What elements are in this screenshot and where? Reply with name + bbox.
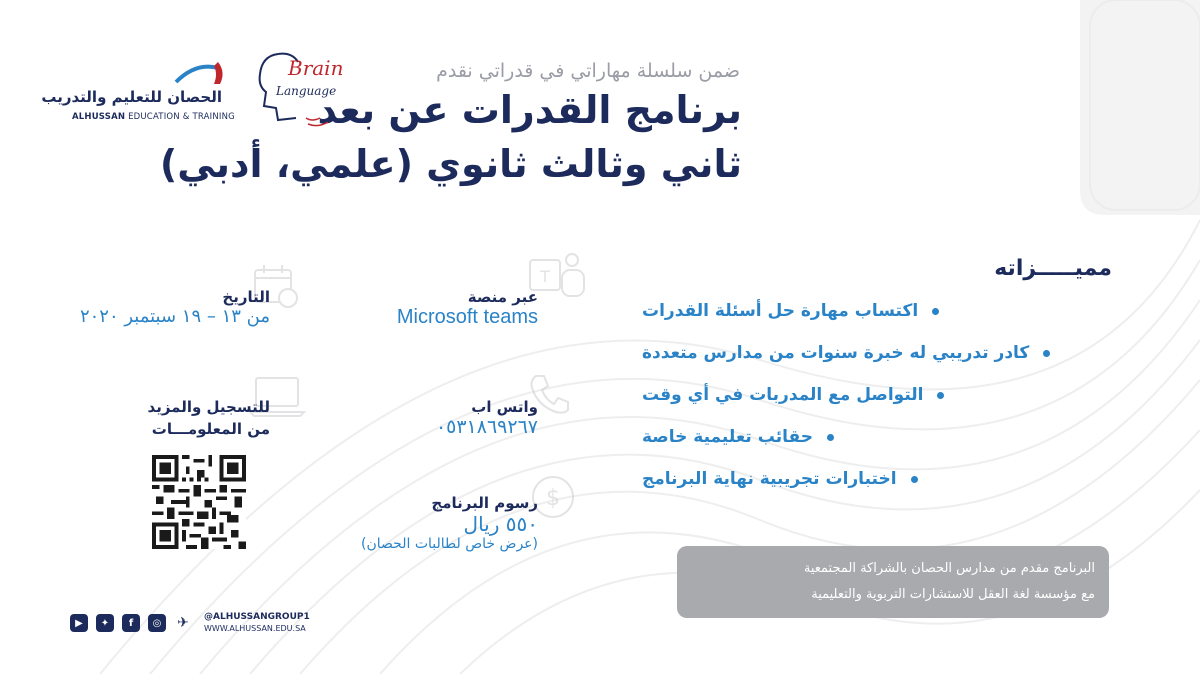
brain-language-logo xyxy=(248,48,344,128)
instagram-icon[interactable]: ◎ xyxy=(148,614,166,632)
whatsapp-number[interactable]: ٠٥٣١٨٦٩٢٦٧ xyxy=(435,416,538,438)
registration-qr-code[interactable] xyxy=(152,455,246,549)
list-item: التواصل مع المدربات في أي وقت xyxy=(642,374,1112,416)
brain-logo-sub: Language xyxy=(276,84,337,98)
alhussan-logo xyxy=(41,58,235,126)
platform-value: Microsoft teams xyxy=(396,306,538,328)
fees-label: رسوم البرنامج xyxy=(431,494,538,512)
list-item: اختبارات تجريبية نهاية البرنامج xyxy=(642,458,1112,500)
fees-note: (عرض خاص لطالبات الحصان) xyxy=(361,536,538,552)
snapchat-icon[interactable]: ✦ xyxy=(96,614,114,632)
partnership-note xyxy=(677,546,1109,618)
bullet-icon xyxy=(932,308,939,315)
facebook-icon[interactable]: f xyxy=(122,614,140,632)
svg-text:$: $ xyxy=(546,486,560,511)
social-handles xyxy=(204,612,310,634)
fees-value: ٥٥٠ ريال xyxy=(463,512,538,536)
bullet-icon xyxy=(827,434,834,441)
social-bar xyxy=(70,612,310,634)
date-label: التاريخ xyxy=(222,288,270,306)
partnership-line1: البرنامج مقدم من مدارس الحصان بالشراكة المجتمعية xyxy=(803,561,1095,576)
features-heading: مميـــــزاته xyxy=(994,256,1112,281)
date-block xyxy=(40,288,270,327)
platform-block xyxy=(308,288,538,329)
bullet-icon xyxy=(1043,350,1050,357)
list-item: حقائب تعليمية خاصة xyxy=(642,416,1112,458)
page-title: برنامج القدرات عن بعد xyxy=(317,88,742,132)
svg-text:T: T xyxy=(540,267,550,286)
twitter-icon[interactable]: ✈ xyxy=(177,615,189,631)
alhussan-logo-english: ALHUSSAN EDUCATION & TRAINING xyxy=(72,112,235,122)
register-line1: للتسجيل والمزيد xyxy=(147,398,270,416)
partnership-line2: مع مؤسسة لغة العقل للاستشارات التربوية والتعليمية xyxy=(811,587,1095,602)
header-subtitle: ضمن سلسلة مهاراتي في قدراتي نقدم xyxy=(436,60,740,82)
list-item: اكتساب مهارة حل أسئلة القدرات xyxy=(642,290,1112,332)
list-item: كادر تدريبي له خبرة سنوات من مدارس متعددة xyxy=(642,332,1112,374)
register-line2: من المعلومـــات xyxy=(151,420,270,438)
website-link[interactable]: WWW.ALHUSSAN.EDU.SA xyxy=(204,624,306,633)
features-list xyxy=(642,290,1112,500)
youtube-icon[interactable]: ▶ xyxy=(70,614,88,632)
bullet-icon xyxy=(937,392,944,399)
fees-block xyxy=(308,494,538,552)
whatsapp-label: واتس اب xyxy=(471,398,538,416)
alhussan-logo-arabic: الحصان للتعليم والتدريب xyxy=(41,88,222,106)
page-title-line2: ثاني وثالث ثانوي (علمي، أدبي) xyxy=(159,142,742,186)
whatsapp-block xyxy=(308,398,538,438)
platform-label: عبر منصة xyxy=(467,288,538,306)
social-handle[interactable]: @ALHUSSANGROUP1 xyxy=(204,612,310,622)
date-value: من ١٣ – ١٩ سبتمبر ٢٠٢٠ xyxy=(79,306,270,327)
bullet-icon xyxy=(911,476,918,483)
brain-logo-script: Brain xyxy=(288,56,344,80)
register-block xyxy=(40,396,270,440)
